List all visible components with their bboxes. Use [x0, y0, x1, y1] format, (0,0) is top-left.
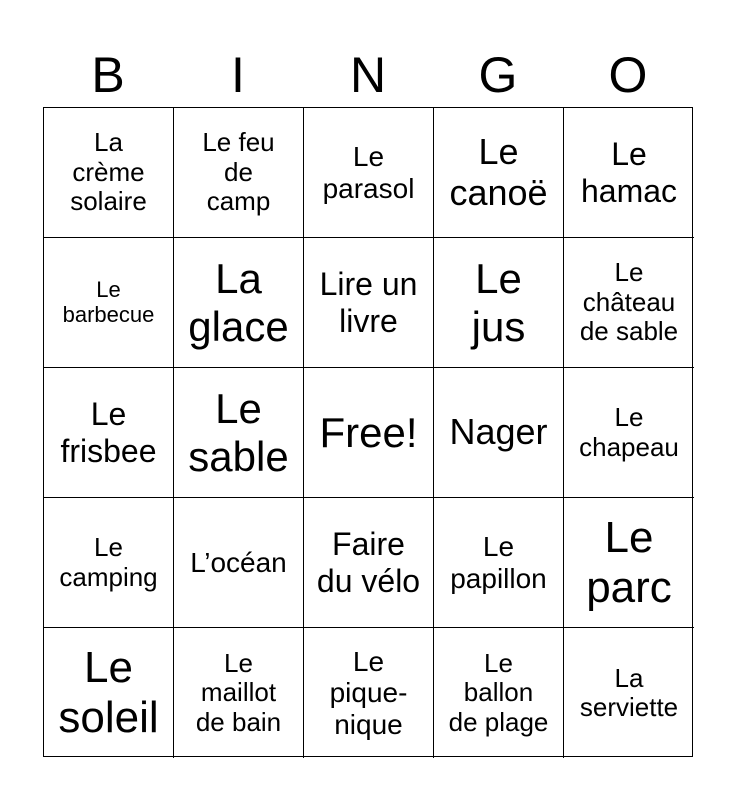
header-letter-n: N [349, 47, 387, 103]
cell-label: Le château de sable [579, 257, 679, 347]
bingo-cell[interactable] [44, 238, 174, 368]
bingo-board [43, 107, 693, 757]
bingo-cell[interactable] [174, 628, 304, 758]
bingo-cell[interactable] [434, 498, 564, 628]
bingo-cell[interactable] [304, 498, 434, 628]
cell-label: Nager [449, 411, 548, 453]
bingo-cell[interactable] [434, 368, 564, 498]
cell-label: Faire du vélo [316, 526, 421, 599]
bingo-cell[interactable] [564, 368, 694, 498]
cell-label: Lire un livre [319, 266, 418, 339]
cell-label: Le frisbee [60, 396, 157, 469]
cell-label: Le hamac [580, 136, 678, 209]
cell-label: Le canoë [449, 130, 548, 213]
cell-label: Le parc [586, 512, 672, 612]
cell-label: La crème solaire [70, 127, 147, 217]
bingo-cell[interactable] [564, 238, 694, 368]
cell-label: Le pique- nique [329, 645, 408, 740]
bingo-cell[interactable] [44, 108, 174, 238]
cell-label: Le barbecue [62, 276, 155, 327]
bingo-cell[interactable] [564, 108, 694, 238]
cell-label: Le papillon [450, 530, 547, 594]
bingo-cell[interactable] [174, 238, 304, 368]
cell-label: La serviette [579, 662, 679, 722]
cell-label: Le soleil [58, 643, 159, 742]
bingo-cell[interactable] [434, 108, 564, 238]
bingo-cell[interactable] [564, 498, 694, 628]
free-space-label: Free! [319, 408, 418, 456]
cell-label: Le parasol [322, 140, 415, 204]
header-letter-b: B [91, 47, 125, 103]
cell-label: L’océan [190, 546, 287, 578]
cell-label: Le jus [471, 255, 526, 350]
bingo-header [43, 44, 693, 106]
bingo-cell[interactable] [434, 628, 564, 758]
bingo-cell[interactable] [174, 368, 304, 498]
bingo-cell[interactable] [564, 628, 694, 758]
bingo-cell[interactable] [304, 108, 434, 238]
bingo-cell[interactable] [434, 238, 564, 368]
cell-label: Le feu de camp [202, 127, 275, 217]
cell-label: Le chapeau [579, 402, 679, 462]
cell-label: Le camping [59, 532, 158, 592]
bingo-cell[interactable] [44, 368, 174, 498]
cell-label: Le ballon de plage [448, 647, 549, 737]
cell-label: Le sable [188, 385, 289, 480]
free-space-cell[interactable] [304, 368, 434, 498]
header-letter-i: I [231, 47, 245, 103]
bingo-cell[interactable] [44, 628, 174, 758]
header-letter-o: O [608, 47, 648, 103]
bingo-cell[interactable] [174, 498, 304, 628]
bingo-cell[interactable] [44, 498, 174, 628]
cell-label: La glace [188, 255, 289, 350]
bingo-cell[interactable] [304, 238, 434, 368]
cell-label: Le maillot de bain [195, 647, 282, 737]
bingo-cell[interactable] [174, 108, 304, 238]
header-letter-g: G [478, 47, 518, 103]
bingo-cell[interactable] [304, 628, 434, 758]
